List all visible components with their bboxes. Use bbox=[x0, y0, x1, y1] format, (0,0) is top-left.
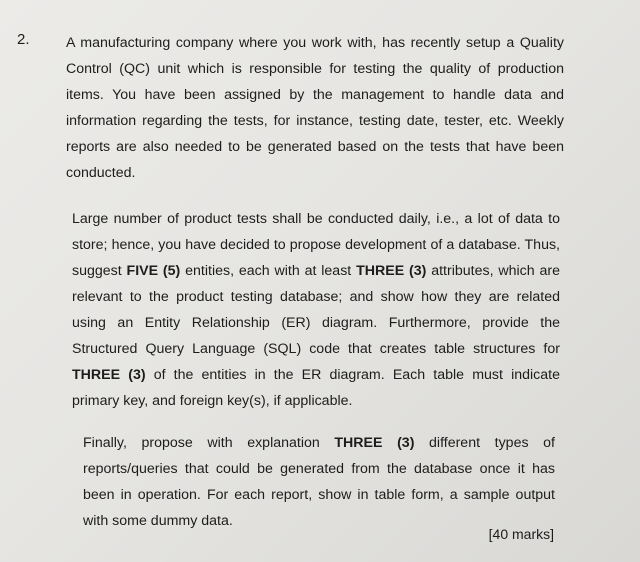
p2-text-1: Large number of product tests shall be conducted daily, i.e., a lot of data to store; hence, you have decided to propose development of a database. Thus, suggest bbox=[72, 211, 560, 279]
marks-label: [40 marks] bbox=[488, 526, 554, 542]
p2-text-3: attributes, which are relevant to the product testing database; and show how they are related using an Entity Relationship (ER) diagram. Furthermore, provide the Structured Query Language (SQL) code that creates table structures for bbox=[72, 263, 560, 357]
p2-text-2: entities, each with at least bbox=[180, 263, 357, 279]
p3-text-1: Finally, propose with explanation bbox=[83, 435, 335, 451]
p2-bold-three-entities: THREE (3) bbox=[72, 367, 146, 383]
p3-text-2: different types of reports/queries that could be generated from the database once it has been in operation. For each report, show in table form, a sample output with some dummy data. bbox=[83, 435, 555, 529]
paragraph-task-database bbox=[72, 206, 560, 414]
paragraph-task-reports bbox=[83, 430, 555, 534]
question-number: 2. bbox=[17, 31, 30, 48]
p2-text-4: of the entities in the ER diagram. Each table must indicate primary key, and foreign key(s), if applicable. bbox=[72, 367, 560, 409]
p3-bold-three: THREE (3) bbox=[334, 435, 415, 451]
p2-bold-five: FIVE (5) bbox=[126, 263, 181, 279]
paragraph-context: A manufacturing company where you work with, has recently setup a Quality Control (QC) unit which is responsible for testing the quality of production items. You have been assigned by the management to handle data and information regarding the tests, for instance, testing date, tester, etc. Weekly reports are also needed to be generated based on the tests that have been conducted. bbox=[66, 35, 564, 181]
p2-bold-three-attributes: THREE (3) bbox=[356, 263, 427, 279]
